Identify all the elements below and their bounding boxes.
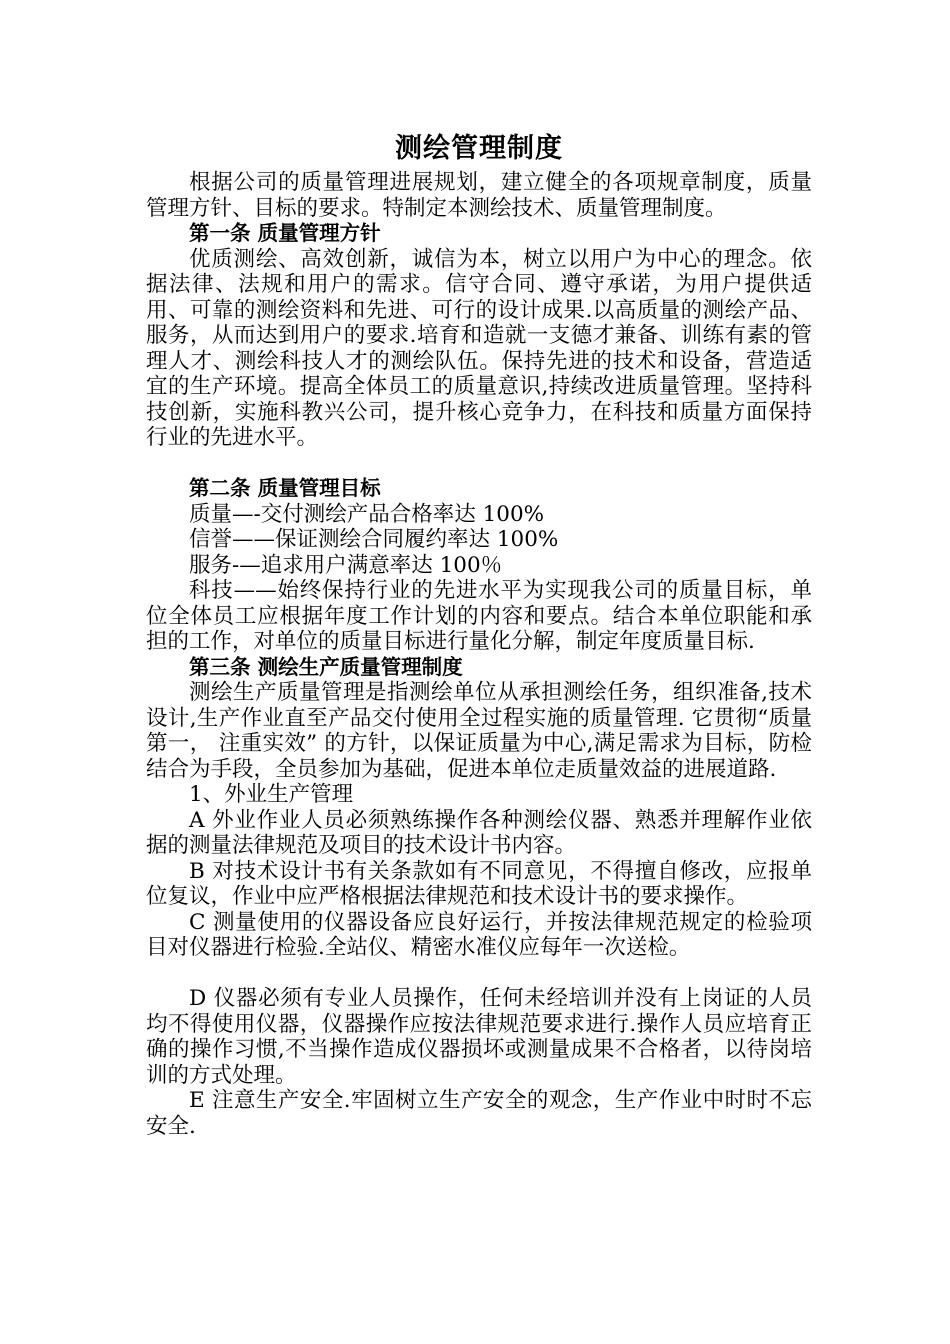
intro-paragraph: 根据公司的质量管理进展规划，建立健全的各项规章制度，质量管理方针、目标的要求。特制定本测绘技术、质量管理制度。 xyxy=(146,170,812,221)
paragraph-spacer xyxy=(146,961,812,987)
paragraph-spacer xyxy=(146,451,812,477)
item-e: E 注意生产安全.牢固树立生产安全的观念，生产作业中时时不忘安全. xyxy=(146,1088,812,1139)
article-3-heading: 第三条 测绘生产质量管理制度 xyxy=(189,654,463,679)
section-1-heading: 1、外业生产管理 xyxy=(189,782,354,807)
item-d: D 仪器必须有专业人员操作，任何未经培训并没有上岗证的人员均不得使用仪器，仪器操作应按法律规范要求进行.操作人员应培育正确的操作习惯,不当操作造成仪器损坏或测量成果不合格者，以待岗培训的方式处理。 xyxy=(146,986,812,1088)
quality-goal-item: 质量—-交付测绘产品合格率达 100% xyxy=(189,501,545,527)
item-a: A 外业作业人员必须熟练操作各种测绘仪器、熟悉并理解作业依据的测量法律规范及项目的技术设计书内容。 xyxy=(146,807,812,858)
item-b: B 对技术设计书有关条款如有不同意见，不得擅自修改，应报单位复议，作业中应严格根据法律规范和技术设计书的要求操作。 xyxy=(146,858,812,909)
article-1-heading: 第一条 质量管理方针 xyxy=(189,221,381,245)
item-c: C 测量使用的仪器设备应良好运行，并按法律规范规定的检验项目对仪器进行检验.全站仪、精密水准仪应每年一次送检。 xyxy=(146,909,812,960)
reputation-goal-item: 信誉——保证测绘合同履约率达 100% xyxy=(189,527,559,552)
page-title: 测绘管理制度 xyxy=(395,133,563,164)
article-2-heading: 第二条 质量管理目标 xyxy=(189,476,381,500)
article-3-body: 测绘生产质量管理是指测绘单位从承担测绘任务，组织准备,技术设计,生产作业直至产品交付使用全过程实施的质量管理. 它贯彻“质量第一， 注重实效” 的方针，以保证质量为中心,满足需求为目标，防检结合为手段，全员参加为基础，促进本单位走质量效益的进展道路. xyxy=(146,680,812,782)
article-2-body: 科技——始终保持行业的先进水平为实现我公司的质量目标，单位全体员工应根据年度工作计划的内容和要点。结合本单位职能和承担的工作，对单位的质量目标进行量化分解，制定年度质量目标. xyxy=(146,578,812,654)
service-goal-item: 服务-—追求用户满意率达 100％ xyxy=(189,552,503,578)
article-1-body: 优质测绘、高效创新，诚信为本，树立以用户为中心的理念。依据法律、法规和用户的需求。信守合同、遵守承诺，为用户提供适用、可靠的测绘资料和先进、可行的设计成果.以高质量的测绘产品、服务，从而达到用户的要求.培育和造就一支德才兼备、训练有素的管理人才、测绘科技人才的测绘队伍。保持先进的技术和设备，营造适宜的生产环境。提高全体员工的质量意识,持续改进质量管理。坚持科技创新，实施科教兴公司，提升核心竞争力，在科技和质量方面保持行业的先进水平。 xyxy=(146,246,812,450)
document-page xyxy=(146,128,812,1139)
